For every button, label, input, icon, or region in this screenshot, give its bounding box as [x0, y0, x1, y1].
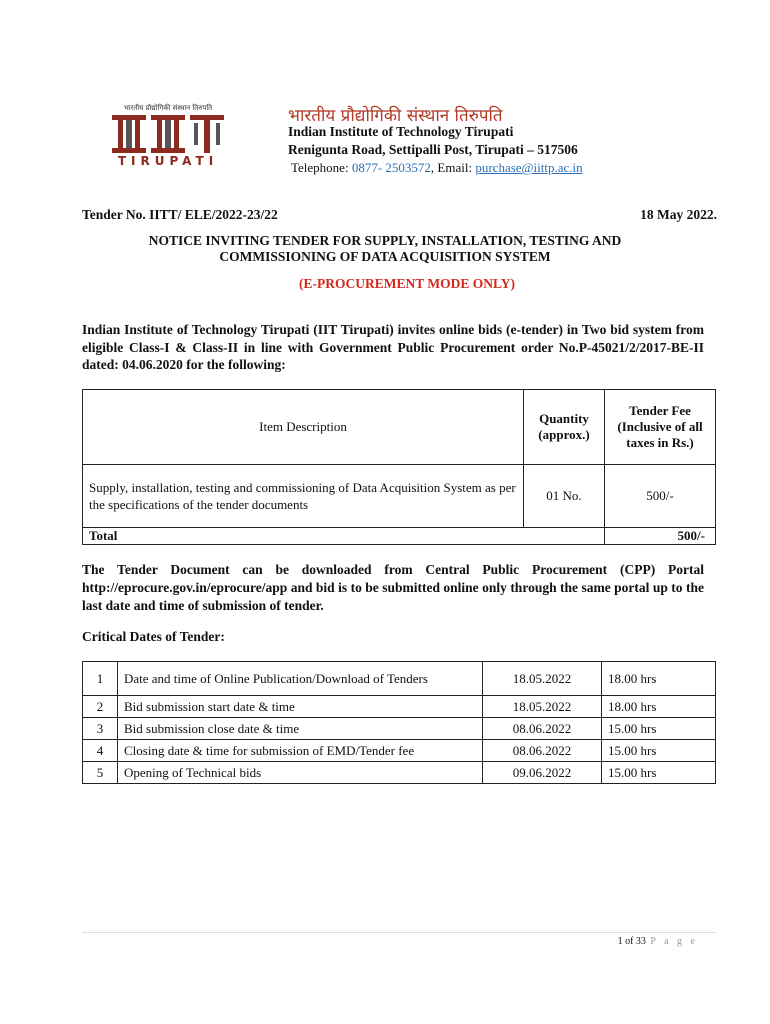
item-table: [82, 389, 716, 545]
notice-title-line2: COMMISSIONING OF DATA ACQUISITION SYSTEM: [219, 249, 551, 264]
total-value: 500/-: [605, 528, 716, 545]
event-date: 08.06.2022: [483, 718, 602, 740]
event-time: 18.00 hrs: [602, 696, 716, 718]
event-date: 18.05.2022: [483, 696, 602, 718]
notice-title-line1: NOTICE INVITING TENDER FOR SUPPLY, INSTALLATION, TESTING AND: [148, 233, 622, 248]
total-row: [83, 528, 716, 545]
event-description: Closing date & time for submission of EMD/Tender fee: [118, 740, 483, 762]
item-quantity: 01 No.: [524, 465, 605, 528]
download-note: The Tender Document can be downloaded from Central Public Procurement (CPP) Portal http://eprocure.gov.in/eprocure/app and bid is to be submitted online only through the same portal up to the last date and time of submission of tender.: [82, 562, 704, 613]
telephone-label: Telephone:: [291, 160, 352, 175]
row-number: 4: [83, 740, 118, 762]
event-time: 15.00 hrs: [602, 718, 716, 740]
event-date: 09.06.2022: [483, 762, 602, 784]
header-item-description: Item Description: [83, 390, 524, 465]
row-number: 5: [83, 762, 118, 784]
telephone-number: 0877- 2503572: [351, 160, 431, 175]
procurement-mode: (E-PROCUREMENT MODE ONLY): [298, 276, 515, 291]
row-number: 2: [83, 696, 118, 718]
event-date: 18.05.2022: [483, 662, 602, 696]
row-number: 3: [83, 718, 118, 740]
intro-paragraph: Indian Institute of Technology Tirupati (IIT Tirupati) invites online bids (e-tender) in Two bid system from eligible Class-I & Class-II in line with Government Public Procurement order No.P-45021/2/2017-BE-II dated: 04.06.2020 for the following:: [82, 322, 704, 372]
event-time: 15.00 hrs: [602, 762, 716, 784]
institute-address: Renigunta Road, Settipalli Post, Tirupati – 517506: [288, 142, 578, 157]
header-tender-fee: Tender Fee (Inclusive of all taxes in Rs.): [605, 390, 716, 465]
table-row: [83, 718, 716, 740]
item-table-header: [83, 390, 716, 465]
event-time: 18.00 hrs: [602, 662, 716, 696]
event-description: Opening of Technical bids: [118, 762, 483, 784]
logo-emblem-icon: [112, 115, 224, 153]
institute-name: Indian Institute of Technology Tirupati: [288, 124, 514, 139]
page-footer: [618, 936, 698, 947]
tender-number: Tender No. IITT/ ELE/2022-23/22: [82, 207, 278, 222]
logo-wordmark: TIRUPATI: [117, 154, 219, 168]
table-row: [83, 740, 716, 762]
event-time: 15.00 hrs: [602, 740, 716, 762]
tender-date: 18 May 2022.: [640, 207, 717, 222]
footer-divider: [82, 932, 716, 933]
event-date: 08.06.2022: [483, 740, 602, 762]
email-link[interactable]: purchase@iittp.ac.in: [475, 160, 583, 175]
event-description: Bid submission start date & time: [118, 696, 483, 718]
table-row: [83, 465, 716, 528]
item-description: Supply, installation, testing and commissioning of Data Acquisition System as per the specifications of the tender documents: [83, 465, 524, 528]
item-fee: 500/-: [605, 465, 716, 528]
institute-hindi-name: भारतीय प्रौद्योगिकी संस्थान तिरुपति: [288, 106, 503, 126]
page-number: 1 of 33: [617, 936, 646, 947]
total-label: Total: [83, 528, 605, 545]
row-number: 1: [83, 662, 118, 696]
iit-tirupati-logo: [106, 104, 230, 168]
contact-line: [291, 160, 583, 176]
critical-dates-heading: Critical Dates of Tender:: [82, 629, 225, 644]
critical-dates-table: [82, 661, 716, 784]
table-row: [83, 762, 716, 784]
header-quantity: Quantity (approx.): [524, 390, 605, 465]
event-description: Date and time of Online Publication/Download of Tenders: [118, 662, 483, 696]
event-description: Bid submission close date & time: [118, 718, 483, 740]
table-row: [83, 696, 716, 718]
table-row: [83, 662, 716, 696]
notice-title: [82, 233, 688, 265]
page-label: P a g e: [650, 936, 698, 947]
logo-hindi-caption: भारतीय प्रौद्योगिकी संस्थान तिरुपति: [123, 104, 213, 112]
email-label: , Email:: [430, 160, 476, 175]
